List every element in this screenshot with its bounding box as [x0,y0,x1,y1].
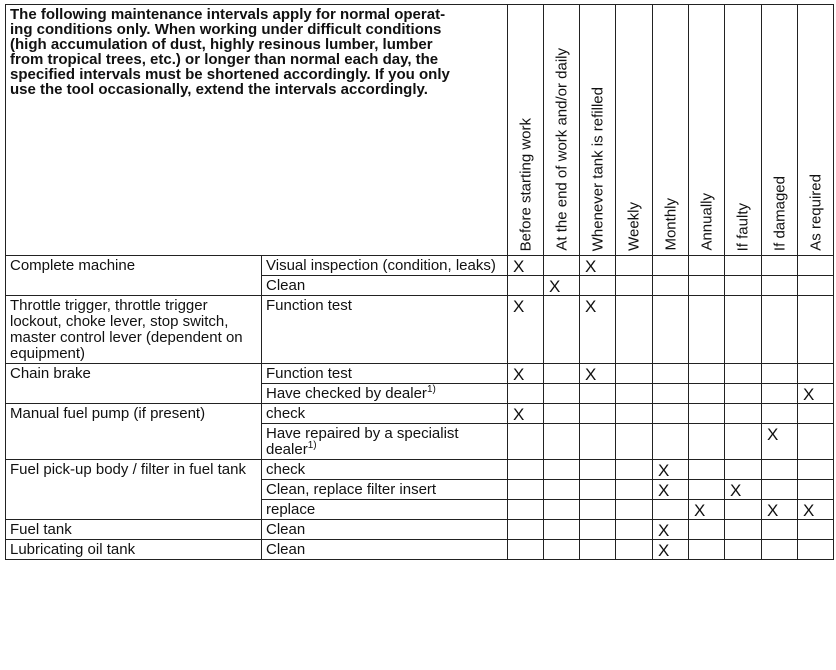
interval-mark-cell [689,404,725,424]
interval-header-label: Monthly [662,198,679,251]
component-cell: Fuel tank [6,520,262,540]
task-label: Clean [266,277,306,294]
maintenance-schedule-table [5,4,834,560]
interval-mark-cell [616,384,653,404]
interval-mark-cell [653,480,689,500]
interval-mark-cell [689,460,725,480]
interval-mark-cell [508,296,544,364]
table-row [6,460,834,480]
interval-mark-cell [798,480,834,500]
interval-mark-cell [580,520,616,540]
task-label: Have checked by dealer [266,385,427,402]
interval-mark-cell [508,500,544,520]
intro-line: from tropical trees, etc.) or longer than normal each day, the [10,51,439,68]
intro-text-cell [6,5,508,256]
interval-mark-cell [762,480,798,500]
interval-header-cell [725,5,762,256]
intro-line: specified intervals must be shortened accordingly. If you only [10,66,450,83]
interval-mark-cell [689,500,725,520]
intro-line: ing conditions only. When working under difficult conditions [10,21,442,38]
interval-mark-cell [508,256,544,276]
interval-header-cell [544,5,580,256]
interval-mark-cell [616,276,653,296]
interval-mark-cell [653,296,689,364]
x-mark: X [513,365,525,384]
interval-mark-cell [580,256,616,276]
intro-line: (high accumulation of dust, highly resinous lumber, lumber [10,36,433,53]
interval-mark-cell [544,404,580,424]
task-cell [262,540,508,560]
interval-header-cell [653,5,689,256]
x-mark: X [513,257,525,276]
interval-mark-cell [762,296,798,364]
interval-header-cell [689,5,725,256]
x-mark: X [585,257,597,276]
maintenance-table-wrapper [5,4,834,560]
x-mark: X [585,365,597,384]
interval-mark-cell [689,480,725,500]
task-cell [262,480,508,500]
interval-mark-cell [580,480,616,500]
task-label: Clean [266,541,306,558]
interval-mark-cell [725,424,762,460]
footnote-marker: 1) [307,440,317,451]
x-mark: X [803,385,815,404]
interval-mark-cell [762,404,798,424]
interval-mark-cell [762,256,798,276]
interval-mark-cell [725,520,762,540]
interval-mark-cell [508,276,544,296]
x-mark: X [730,481,742,500]
interval-mark-cell [798,520,834,540]
interval-mark-cell [798,256,834,276]
interval-mark-cell [580,500,616,520]
task-label: Function test [266,297,352,314]
interval-mark-cell [689,520,725,540]
interval-mark-cell [798,364,834,384]
table-body [6,256,834,560]
task-cell [262,500,508,520]
interval-mark-cell [508,364,544,384]
interval-mark-cell [762,540,798,560]
task-label: Clean, replace filter insert [266,481,437,498]
x-mark: X [658,481,670,500]
interval-header-cell [508,5,544,256]
component-cell: Lubricating oil tank [6,540,262,560]
interval-mark-cell [616,256,653,276]
component-cell: Chain brake [6,364,262,404]
x-mark: X [513,405,525,424]
interval-mark-cell [544,424,580,460]
component-cell: Fuel pick-up body / filter in fuel tank [6,460,262,520]
interval-mark-cell [580,460,616,480]
interval-mark-cell [508,404,544,424]
interval-mark-cell [725,256,762,276]
interval-header-label: As required [807,174,824,251]
table-row [6,296,834,364]
interval-mark-cell [544,276,580,296]
interval-mark-cell [544,296,580,364]
interval-mark-cell [616,480,653,500]
task-cell [262,404,508,424]
interval-mark-cell [580,404,616,424]
interval-mark-cell [580,424,616,460]
component-cell: Complete machine [6,256,262,296]
interval-mark-cell [544,500,580,520]
task-label: Have repaired by a specialist dealer [266,425,459,458]
interval-mark-cell [689,296,725,364]
x-mark: X [658,461,670,480]
intro-text [10,7,503,97]
interval-mark-cell [762,424,798,460]
footnote-marker: 1) [426,384,436,395]
interval-header-label: At the end of work and/or daily [553,48,570,251]
interval-mark-cell [580,384,616,404]
interval-mark-cell [762,520,798,540]
interval-mark-cell [616,460,653,480]
component-cell: Manual fuel pump (if present) [6,404,262,460]
interval-mark-cell [616,364,653,384]
interval-mark-cell [653,384,689,404]
interval-mark-cell [689,424,725,460]
task-cell [262,520,508,540]
interval-mark-cell [798,540,834,560]
table-row [6,520,834,540]
task-label: check [266,461,306,478]
interval-mark-cell [653,364,689,384]
x-mark: X [767,501,779,520]
interval-mark-cell [798,276,834,296]
table-row [6,540,834,560]
interval-mark-cell [725,460,762,480]
interval-mark-cell [653,460,689,480]
interval-header-cell [616,5,653,256]
interval-mark-cell [653,424,689,460]
interval-mark-cell [689,256,725,276]
interval-mark-cell [508,424,544,460]
task-cell [262,424,508,460]
interval-mark-cell [544,520,580,540]
task-cell [262,296,508,364]
table-row [6,404,834,424]
component-cell: Throttle trigger, throttle trigger lockout, choke lever, stop switch, master control lever (dependent on equipment) [6,296,262,364]
interval-header-label: If damaged [771,175,788,251]
interval-mark-cell [508,520,544,540]
task-cell [262,276,508,296]
interval-mark-cell [616,404,653,424]
task-label: check [266,405,306,422]
interval-mark-cell [798,460,834,480]
interval-mark-cell [653,500,689,520]
interval-mark-cell [653,256,689,276]
interval-mark-cell [544,540,580,560]
interval-mark-cell [580,364,616,384]
interval-mark-cell [689,276,725,296]
task-label: Visual inspection (condition, leaks) [266,257,496,274]
interval-mark-cell [616,296,653,364]
interval-mark-cell [725,276,762,296]
interval-mark-cell [653,404,689,424]
interval-mark-cell [508,460,544,480]
interval-mark-cell [725,500,762,520]
x-mark: X [694,501,706,520]
interval-mark-cell [798,384,834,404]
interval-mark-cell [762,500,798,520]
interval-mark-cell [725,364,762,384]
task-label: Function test [266,365,352,382]
interval-mark-cell [544,384,580,404]
interval-mark-cell [508,540,544,560]
interval-mark-cell [653,540,689,560]
x-mark: X [658,541,670,560]
interval-mark-cell [725,480,762,500]
interval-mark-cell [725,296,762,364]
task-cell [262,460,508,480]
interval-mark-cell [725,384,762,404]
interval-mark-cell [725,540,762,560]
interval-mark-cell [616,500,653,520]
intro-line: use the tool occasionally, extend the intervals accordingly. [10,81,428,98]
interval-header-label: Annually [698,193,715,251]
interval-mark-cell [616,520,653,540]
interval-mark-cell [762,276,798,296]
task-label: replace [266,501,316,518]
interval-header-label: Before starting work [517,117,534,251]
task-cell [262,364,508,384]
interval-mark-cell [580,296,616,364]
table-header-row [6,5,834,256]
interval-mark-cell [689,384,725,404]
task-label: Clean [266,521,306,538]
task-cell [262,384,508,404]
x-mark: X [658,521,670,540]
interval-header-cell [762,5,798,256]
interval-mark-cell [798,404,834,424]
interval-mark-cell [580,276,616,296]
interval-mark-cell [544,256,580,276]
interval-mark-cell [653,520,689,540]
interval-header-label: If faulty [734,202,752,251]
interval-mark-cell [653,276,689,296]
interval-mark-cell [508,384,544,404]
interval-mark-cell [762,460,798,480]
interval-mark-cell [798,500,834,520]
interval-mark-cell [580,540,616,560]
interval-mark-cell [762,384,798,404]
task-cell [262,256,508,276]
x-mark: X [767,425,779,444]
interval-header-cell [580,5,616,256]
interval-mark-cell [616,540,653,560]
interval-header-label: Weekly [625,202,643,251]
x-mark: X [803,501,815,520]
x-mark: X [585,297,597,316]
interval-header-cell [798,5,834,256]
interval-mark-cell [616,424,653,460]
interval-mark-cell [544,480,580,500]
interval-header-label: Whenever tank is refilled [589,86,606,251]
interval-mark-cell [798,296,834,364]
interval-mark-cell [544,460,580,480]
interval-mark-cell [798,424,834,460]
interval-mark-cell [725,404,762,424]
x-mark: X [549,277,561,296]
interval-mark-cell [689,540,725,560]
table-row [6,364,834,384]
x-mark: X [513,297,525,316]
intro-line: The following maintenance intervals apply for normal operat- [10,6,446,23]
interval-mark-cell [762,364,798,384]
interval-mark-cell [544,364,580,384]
interval-mark-cell [689,364,725,384]
table-row [6,256,834,276]
interval-mark-cell [508,480,544,500]
